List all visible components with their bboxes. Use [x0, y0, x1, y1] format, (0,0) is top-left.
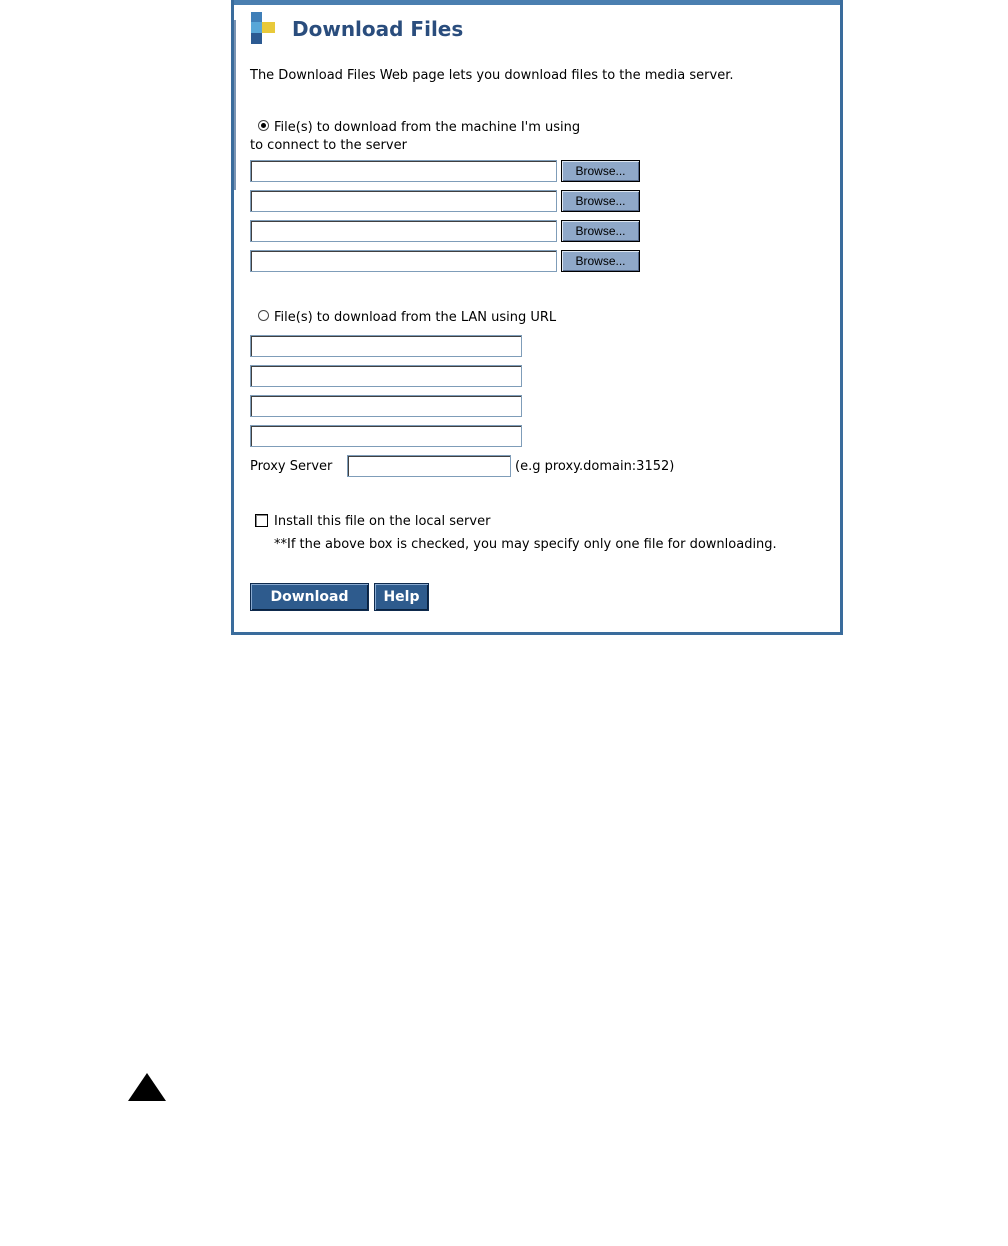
- local-file-input[interactable]: [250, 250, 557, 272]
- local-file-input[interactable]: [250, 190, 557, 212]
- download-button[interactable]: Download: [250, 583, 369, 611]
- page-title: Download Files: [292, 17, 464, 41]
- browse-button[interactable]: Browse...: [561, 250, 640, 272]
- install-note: **If the above box is checked, you may specify only one file for downloading.: [274, 537, 777, 552]
- browse-button[interactable]: Browse...: [561, 190, 640, 212]
- install-local-label: Install this file on the local server: [274, 514, 491, 529]
- install-local-checkbox[interactable]: [255, 514, 268, 527]
- download-files-panel: [231, 0, 843, 635]
- app-logo-icon: [251, 12, 275, 44]
- local-file-input[interactable]: [250, 220, 557, 242]
- url-input[interactable]: [250, 425, 522, 447]
- lan-url-radio-label: File(s) to download from the LAN using URL: [274, 310, 557, 325]
- warning-triangle-icon: [128, 1073, 166, 1101]
- local-files-radio-label-cont: to connect to the server: [250, 138, 407, 153]
- local-files-radio[interactable]: [258, 120, 269, 131]
- local-files-radio-label: File(s) to download from the machine I'm using: [274, 120, 581, 135]
- proxy-hint: (e.g proxy.domain:3152): [515, 459, 675, 474]
- browse-button[interactable]: Browse...: [561, 220, 640, 242]
- proxy-server-input[interactable]: [347, 455, 511, 477]
- proxy-server-label: Proxy Server: [250, 459, 333, 474]
- url-input[interactable]: [250, 395, 522, 417]
- local-file-input[interactable]: [250, 160, 557, 182]
- panel-edge-marker: [234, 20, 236, 190]
- browse-button[interactable]: Browse...: [561, 160, 640, 182]
- lan-url-radio[interactable]: [258, 310, 269, 321]
- help-button[interactable]: Help: [374, 583, 429, 611]
- url-input[interactable]: [250, 335, 522, 357]
- intro-text: The Download Files Web page lets you download files to the media server.: [250, 68, 734, 83]
- url-input[interactable]: [250, 365, 522, 387]
